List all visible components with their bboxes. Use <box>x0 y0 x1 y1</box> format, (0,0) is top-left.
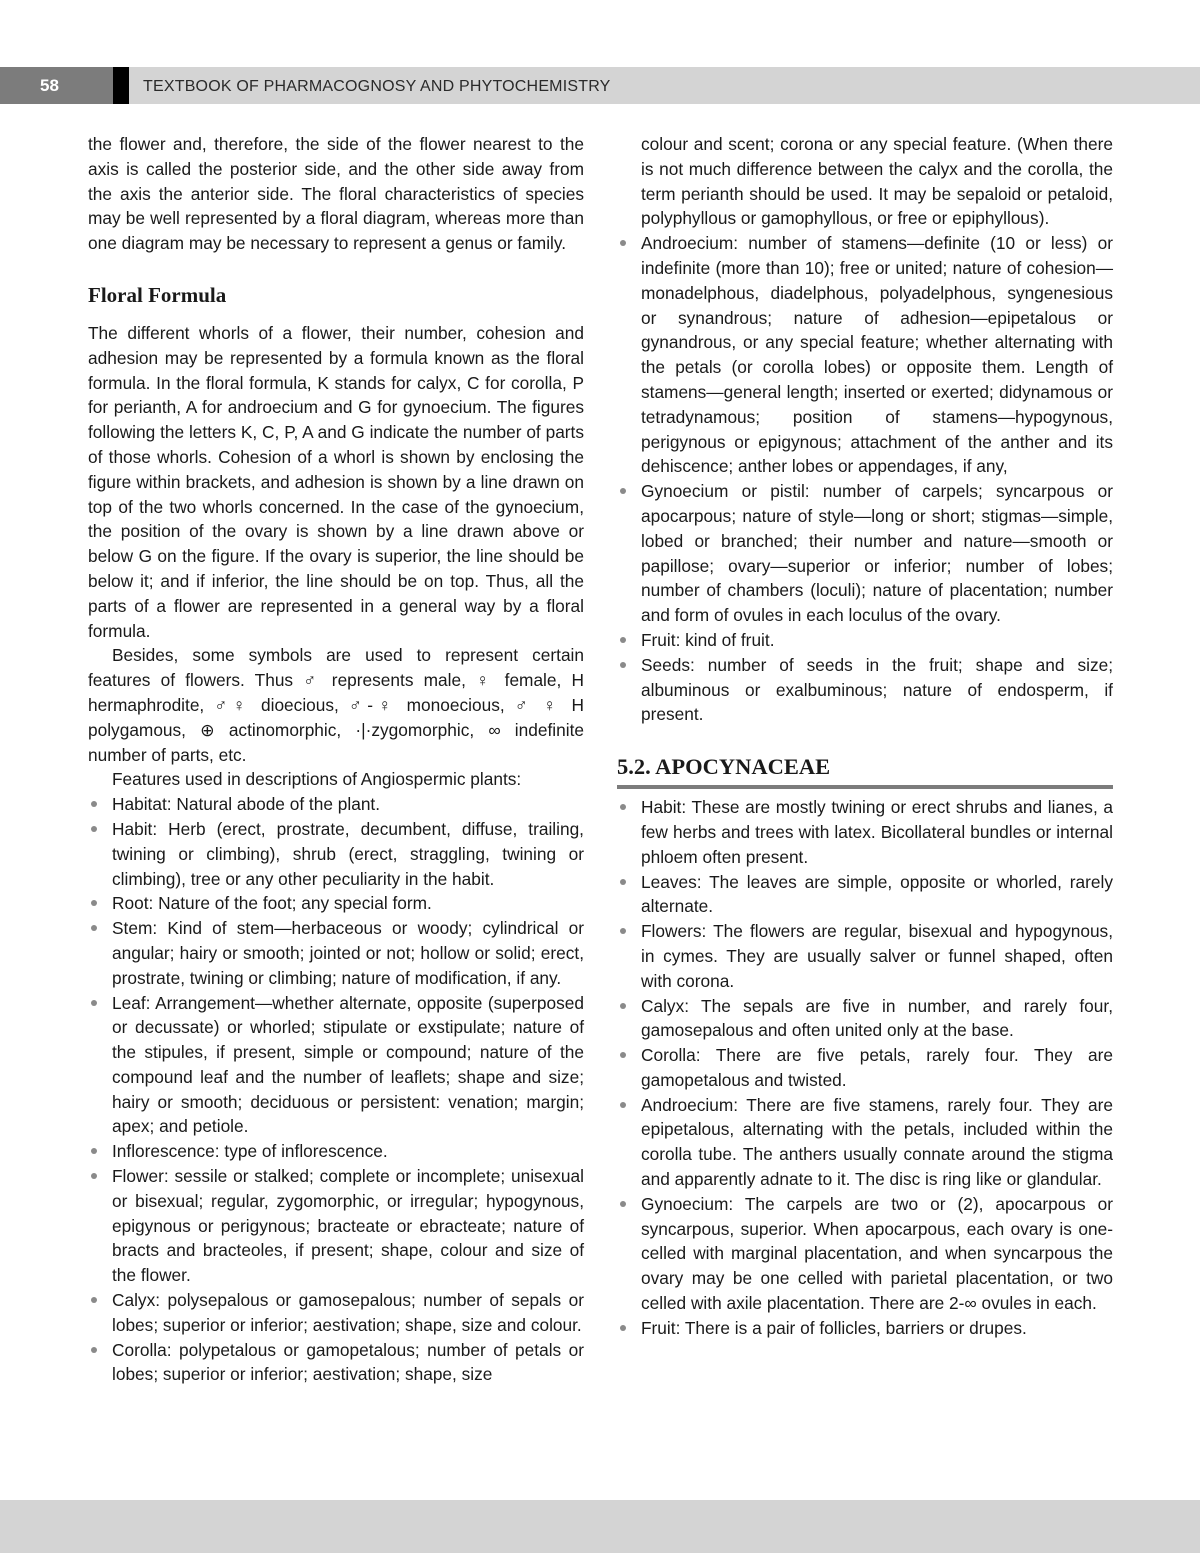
list-item: Habit: These are mostly twining or erect shrubs and lianes, a few herbs and trees with latex. Bicollateral bundles or internal phloem often present. <box>617 795 1113 869</box>
list-item: Gynoecium or pistil: number of carpels; syncarpous or apocarpous; nature of style—long or short; stigmas—simple, lobed or branched; their number and nature—smooth or papillose; ovary—superior or inferior; number of lobes; number of chambers (loculi); nature of placentation; number and form of ovules in each loculus of the ovary. <box>617 479 1113 628</box>
right-column <box>617 132 1113 1341</box>
bullet-icon <box>620 879 626 885</box>
header-divider <box>113 67 129 104</box>
list-item: Seeds: number of seeds in the fruit; shape and size; albuminous or exalbuminous; nature of endosperm, if present. <box>617 653 1113 727</box>
apocynaceae-list <box>617 795 1113 1341</box>
bullet-icon <box>620 1052 626 1058</box>
list-item: Gynoecium: The carpels are two or (2), apocarpous or syncarpous, superior. When apocarpous, each ovary is one-celled with marginal placentation, and when syncarpous the ovary may be one celled with parietal placentation, or two celled with axile placentation. There are 2-∞ ovules in each. <box>617 1192 1113 1316</box>
list-item: Habit: Herb (erect, prostrate, decumbent, diffuse, trailing, twining or climbing), shrub (erect, straggling, twining or climbing), tree or any other peculiarity in the habit. <box>88 817 584 891</box>
book-title: TEXTBOOK OF PHARMACOGNOSY AND PHYTOCHEMISTRY <box>143 78 611 95</box>
bullet-icon <box>91 1000 97 1006</box>
list-item: Habitat: Natural abode of the plant. <box>88 792 584 817</box>
list-item: Inflorescence: type of inflorescence. <box>88 1139 584 1164</box>
bullet-icon <box>91 900 97 906</box>
section-heading-apocynaceae: 5.2. APOCYNACEAE <box>617 753 1113 789</box>
list-item: Leaves: The leaves are simple, opposite or whorled, rarely alternate. <box>617 870 1113 920</box>
bullet-icon <box>91 1347 97 1353</box>
list-item: Calyx: polysepalous or gamosepalous; number of sepals or lobes; superior or inferior; aestivation; shape, size and colour. <box>88 1288 584 1338</box>
features-list-continued <box>617 231 1113 727</box>
left-column <box>88 132 584 1387</box>
corolla-continuation: colour and scent; corona or any special feature. (When there is not much difference between the calyx and the corolla, the term perianth should be used. It may be sepaloid or petaloid, polyphyllous or gamophyllous, or free or epiphyllous). <box>641 134 1113 229</box>
bullet-icon <box>620 1325 626 1331</box>
list-item: Flower: sessile or stalked; complete or incomplete; unisexual or bisexual; regular, zygomorphic, or irregular; hypogynous, epigynous or perigynous; bracteate or ebracteate; nature of bracts and bracteoles, if present; shape, colour and size of the flower. <box>88 1164 584 1288</box>
list-item: Fruit: There is a pair of follicles, barriers or drupes. <box>617 1316 1113 1341</box>
floral-formula-paragraph: The different whorls of a flower, their number, cohesion and adhesion may be represented by a formula known as the floral formula. In the floral formula, K stands for calyx, C for corolla, P for perianth, A for androecium and G for gynoecium. The figures following the letters K, C, P, A and G indicate the number of parts of those whorls. Cohesion of a whorl is shown by enclosing the figure within brackets, and adhesion is shown by a line drawn on top of the two whorls concerned. In the case of the gynoecium, the position of the ovary is shown by a line drawn above or below G on the figure. If the ovary is superior, the line should be below it; and if inferior, the line should be on top. Thus, all the parts of a flower are represented in a general way by a floral formula. <box>88 322 584 641</box>
page-footer-band <box>0 1500 1200 1553</box>
symbols-paragraph: Besides, some symbols are used to represent certain features of flowers. Thus ♂ represents male, ♀ female, H hermaphrodite, ♂♀ dioecious, ♂-♀ monoecious, ♂ ♀ H polygamous, ⊕ actinomorphic, ·|·zygomorphic, ∞ indefinite number of parts, etc. <box>88 645 584 765</box>
bullet-icon <box>620 928 626 934</box>
list-item: Flowers: The flowers are regular, bisexual and hypogynous, in cymes. They are usually salver or funnel shaped, often with corona. <box>617 919 1113 993</box>
list-item: Root: Nature of the foot; any special form. <box>88 891 584 916</box>
bullet-icon <box>620 1003 626 1009</box>
list-item: Corolla: polypetalous or gamopetalous; number of petals or lobes; superior or inferior; aestivation; shape, size <box>88 1338 584 1388</box>
list-item: Fruit: kind of fruit. <box>617 628 1113 653</box>
list-item: Leaf: Arrangement—whether alternate, opposite (superposed or decussate) or whorled; stipulate or exstipulate; nature of the stipules, if present, simple or compound; nature of the compound leaf and the number of leaflets; shape and size; hairy or smooth; deciduous or persistent: venation; margin; apex; and petiole. <box>88 991 584 1140</box>
bullet-icon <box>620 662 626 668</box>
bullet-icon <box>91 925 97 931</box>
bullet-icon <box>620 240 626 246</box>
bullet-icon <box>620 637 626 643</box>
list-item: Androecium: number of stamens—definite (10 or less) or indefinite (more than 10); free or united; nature of cohesion—monadelphous, diadelphous, polyadelphous, syngenesious or synandrous; nature of adhesion—epipetalous or gynandrous, or any special feature; whether alternating with the petals (or corolla lobes) or opposite them. Length of stamens—general length; inserted or exerted; didynamous or tetradynamous; position of stamens—hypogynous, perigynous or epigynous; attachment of the anther and its dehiscence; anther lobes or appendages, if any, <box>617 231 1113 479</box>
floral-formula-heading: Floral Formula <box>88 282 227 307</box>
bullet-icon <box>91 826 97 832</box>
bullet-icon <box>91 1297 97 1303</box>
intro-paragraph: the flower and, therefore, the side of the flower nearest to the axis is called the posterior side, and the other side away from the axis the anterior side. The floral characteristics of species may be well represented by a floral diagram, whereas more than one diagram may be necessary to represent a genus or family. <box>88 134 584 254</box>
list-item: Corolla: There are five petals, rarely four. They are gamopetalous and twisted. <box>617 1043 1113 1093</box>
bullet-icon <box>91 1148 97 1154</box>
list-item: Stem: Kind of stem—herbaceous or woody; cylindrical or angular; hairy or smooth; jointed or not; hollow or solid; erect, prostrate, twining or climbing; nature of modification, if any. <box>88 916 584 990</box>
features-list <box>88 792 584 1387</box>
bullet-icon <box>91 1173 97 1179</box>
page-number: 58 <box>0 67 113 104</box>
list-item: Calyx: The sepals are five in number, and rarely four, gamosepalous and often united only at the base. <box>617 994 1113 1044</box>
bullet-icon <box>620 1201 626 1207</box>
running-header <box>0 67 1200 104</box>
bullet-icon <box>91 801 97 807</box>
list-item: Androecium: There are five stamens, rarely four. They are epipetalous, alternating with the petals, included within the corolla tube. The anthers usually connate around the stigma and apparently adnate to it. The disc is ring like or glandular. <box>617 1093 1113 1192</box>
bullet-icon <box>620 488 626 494</box>
bullet-icon <box>620 804 626 810</box>
bullet-icon <box>620 1102 626 1108</box>
features-intro: Features used in descriptions of Angiospermic plants: <box>112 769 522 790</box>
